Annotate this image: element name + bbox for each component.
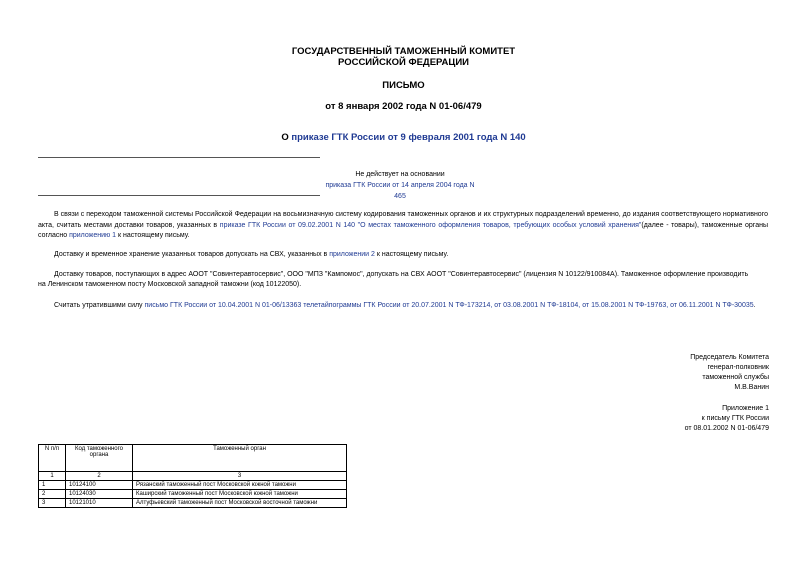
doc-subject — [0, 132, 807, 143]
p4-text-a: Считать утратившими силу — [54, 302, 145, 309]
p1-text-b: (далее - товары), таможенные органы согласно — [38, 221, 768, 239]
divider-bottom — [38, 195, 320, 196]
doc-type: ПИСЬМО — [382, 80, 425, 91]
p1-text-a: В связи с переходом таможенной системы Российской Федерации на восьмизначную систему кодирования таможенных органов и их структурных подразделений временно, до издания соответствующего нормативного акта, считать местами доставки товаров, указанных в — [38, 211, 768, 229]
org-name-line2: РОССИЙСКОЙ ФЕДЕРАЦИИ — [337, 57, 469, 68]
row-org: Каширский таможенный пост Московской южной таможни — [133, 490, 347, 499]
paragraph-3-line2: на Ленинском таможенном посту Московской западной таможни (код 10122050). — [38, 281, 302, 288]
paragraph-4 — [38, 301, 768, 312]
colnum-2: 2 — [66, 472, 133, 481]
header-number: N п/п — [39, 445, 66, 472]
header-org: Таможенный орган — [133, 445, 347, 472]
p4-link-letter[interactable]: письмо ГТК России от 10.04.2001 N 01-06/13363 — [144, 302, 302, 309]
table-row — [39, 499, 347, 508]
p2-text-a: Доставку и временное хранение указанных товаров допускать на СВХ, указанных в — [54, 251, 330, 258]
appendix-line3: от 08.01.2002 N 01-06/479 — [684, 425, 769, 432]
signature-line1: Председатель Комитета — [690, 354, 769, 361]
appendix-line2: к письму ГТК России — [701, 415, 769, 422]
row-code: 10124030 — [66, 490, 133, 499]
row-number: 1 — [39, 481, 66, 490]
appendix-line1: Приложение 1 — [722, 405, 769, 412]
colnum-1: 1 — [39, 472, 66, 481]
row-code: 10124100 — [66, 481, 133, 490]
signature-line3: таможенной службы — [702, 374, 769, 381]
doc-date: от 8 января 2002 года N 01-06/479 — [325, 101, 482, 112]
signature-block — [690, 353, 769, 393]
signature-line2: генерал-полковник — [707, 364, 769, 371]
divider-top — [38, 157, 320, 158]
row-org: Алтуфьевский таможенный пост Московской восточной таможни — [133, 499, 347, 508]
paragraph-2 — [38, 250, 768, 261]
paragraph-1 — [38, 210, 768, 242]
org-name-line1: ГОСУДАРСТВЕННЫЙ ТАМОЖЕННЫЙ КОМИТЕТ — [291, 46, 516, 57]
row-org: Рязанский таможенный пост Московской южной таможни — [133, 481, 347, 490]
notice-link[interactable]: приказа ГТК России от 14 апреля 2004 года N 465 — [325, 182, 475, 200]
p1-link-order[interactable]: приказе ГТК России от 09.02.2001 N 140 "О местах таможенного оформления товаров, требующих особых условий хранения" — [219, 221, 642, 229]
subject-link[interactable]: приказе ГТК России от 9 февраля 2001 года N 140 — [291, 132, 526, 143]
colnum-3: 3 — [133, 472, 347, 481]
row-number: 2 — [39, 490, 66, 499]
status-notice — [320, 169, 480, 202]
signature-line4: М.В.Ванин — [734, 384, 769, 391]
subject-prefix: О — [281, 132, 292, 143]
p2-link-appendix2[interactable]: приложении 2 — [329, 251, 375, 258]
p2-text-b: к настоящему письму. — [374, 251, 449, 258]
header-code: Код таможенного органа — [66, 445, 133, 472]
row-number: 3 — [39, 499, 66, 508]
notice-text: Не действует на основании — [355, 171, 445, 178]
table-column-numbers-row — [39, 472, 347, 481]
p4-end: . — [753, 302, 756, 309]
table-row — [39, 490, 347, 499]
appendix-heading — [685, 404, 769, 434]
row-code: 10121010 — [66, 499, 133, 508]
table-header-row — [39, 445, 347, 472]
p1-link-appendix1[interactable]: приложению 1 — [69, 232, 117, 239]
p4-link-teletype[interactable]: телетайпограммы ГТК России от 20.07.2001 N ТФ-173214, от 03.08.2001 N ТФ-18104, от 15.08.2001 N ТФ-19763, от 06.11.2001 N ТФ-30035 — [303, 302, 754, 309]
table-row — [39, 481, 347, 490]
customs-table — [38, 444, 347, 508]
paragraph-3-line1: Доставку товаров, поступающих в адрес АООТ "Совинтеравтосервис", ООО "МПЗ "Кампомос", допускать на СВХ АООТ "Совинтеравтосервис" (лицензия N 10122/910084А). Таможенное оформление производить — [54, 271, 749, 278]
p1-text-c: к настоящему письму. — [116, 232, 190, 239]
